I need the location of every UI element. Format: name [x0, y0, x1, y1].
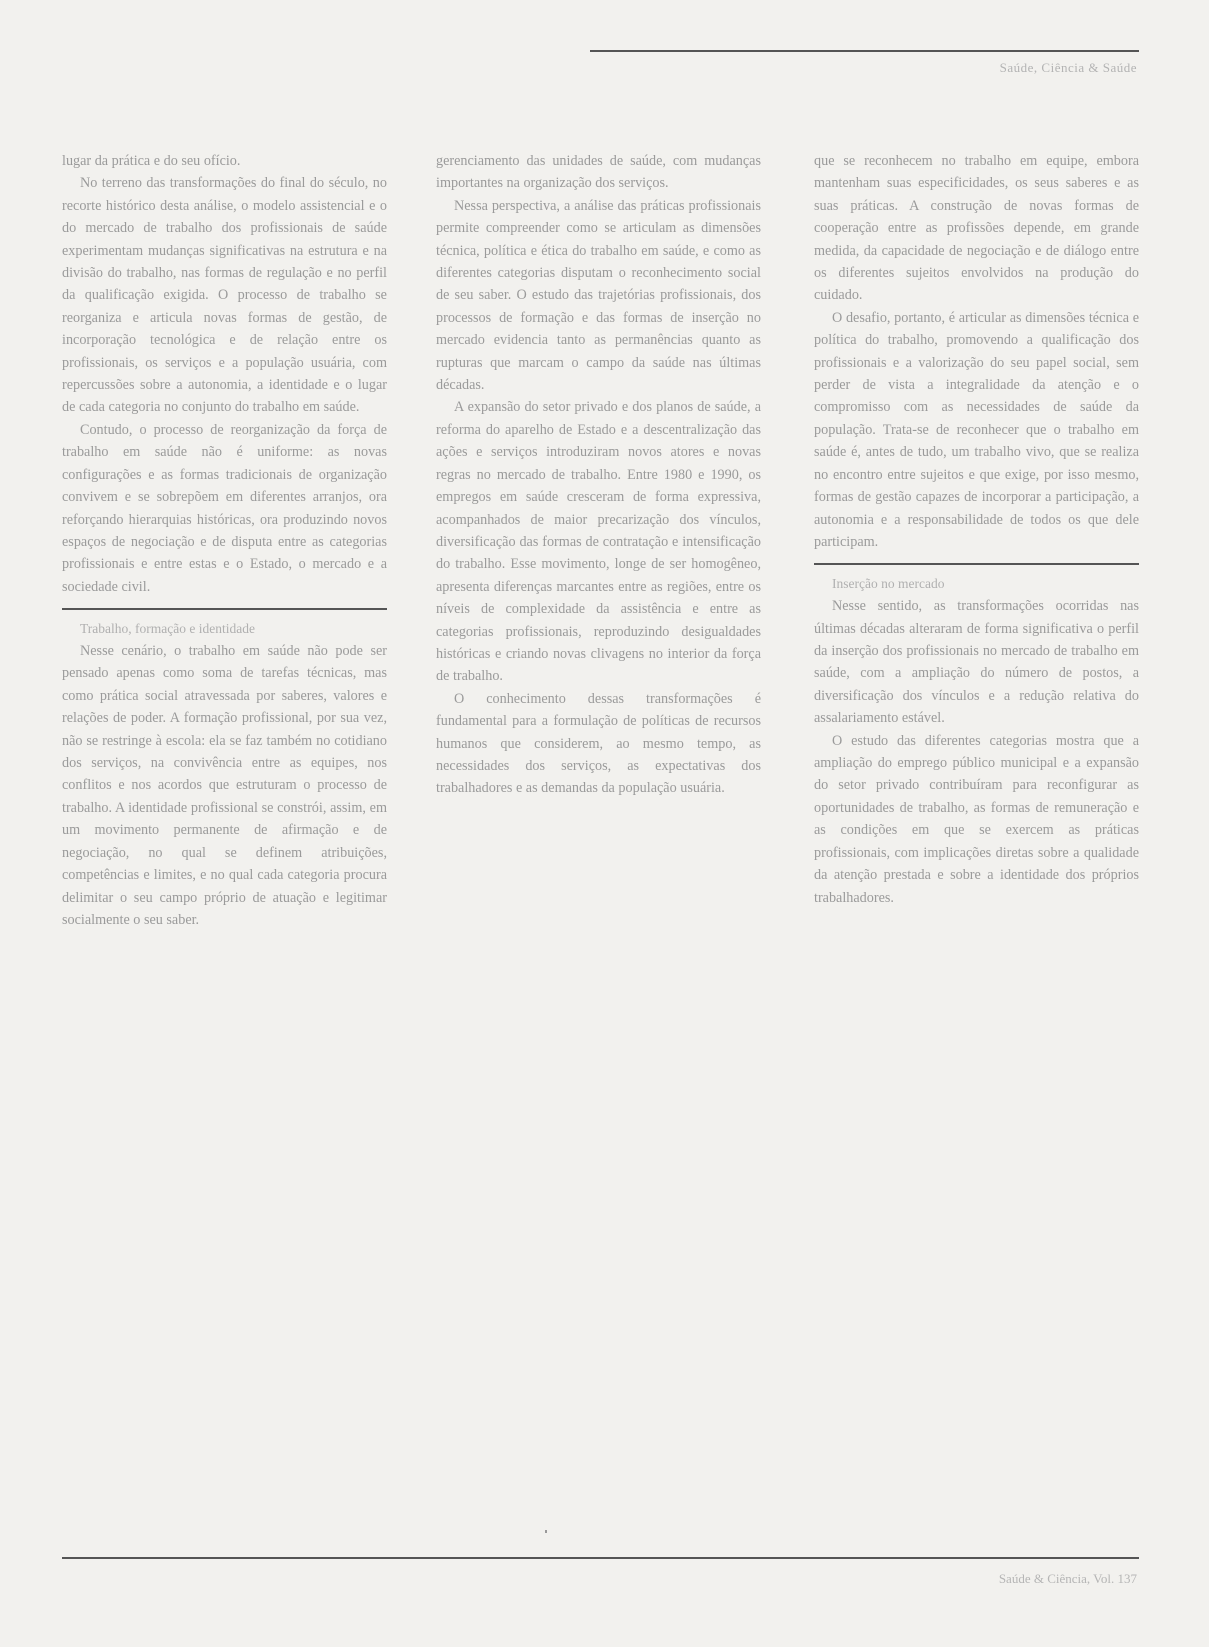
paragraph: O conhecimento dessas transformações é fundamental para a formulação de políticas de recursos humanos que considerem, ao mesmo tempo, as necessidades dos serviços, as expectativas dos trabalhadores e as demandas da população usuária. [436, 690, 761, 797]
section-heading: Inserção no mercado [832, 575, 945, 591]
paragraph: O desafio, portanto, é articular as dimensões técnica e política do trabalho, promovendo a qualificação dos profissionais e a valorização do seu papel social, sem perder de vista a integralidade da atenção e o compromisso com as necessidades de saúde da população. Trata-se de reconhecer que o trabalho em saúde é, antes de tudo, um trabalho vivo, que se realiza no encontro entre sujeitos e que exige, por isso mesmo, formas de gestão capazes de incorporar a participação, a autonomia e a responsabilidade de todos os que dele participam. [814, 309, 1139, 550]
text-column-2 [436, 150, 761, 800]
paragraph: gerenciamento das unidades de saúde, com mudanças importantes na organização dos serviços. [436, 153, 761, 192]
paragraph: que se reconhecem no trabalho em equipe, embora mantenham suas especificidades, os seus saberes e as suas práticas. A construção de novas formas de cooperação entre as profissões depende, em grande medida, da capacidade de negociação e de diálogo entre os diferentes sujeitos envolvidos na produção do cuidado. [814, 153, 1139, 304]
footer-rule [62, 1557, 1139, 1559]
paragraph: A expansão do setor privado e dos planos de saúde, a reforma do aparelho de Estado e a descentralização das ações e serviços introduziram novos atores e novas regras no mercado de trabalho. Entre 1980 e 1990, os empregos em saúde cresceram de forma expressiva, acompanhados de maior precarização dos vínculos, diversificação das formas de contratação e intensificação do trabalho. Esse movimento, longe de ser homogêneo, apresenta diferenças marcantes entre as regiões, entre os níveis de complexidade da assistência e entre as categorias profissionais, reproduzindo desigualdades históricas e criando novas clivagens no interior da força de trabalho. [436, 399, 761, 685]
text-column-1 [62, 150, 387, 931]
paragraph: Nesse sentido, as transformações ocorridas nas últimas décadas alteraram de forma significativa o perfil da inserção dos profissionais no mercado de trabalho em saúde, com a ampliação do número de postos, a diversificação dos vínculos e a redução relativa do assalariamento estável. [814, 598, 1139, 727]
paragraph: lugar da prática e do seu ofício. [62, 153, 241, 169]
paragraph: No terreno das transformações do final do século, no recorte histórico desta análise, o modelo assistencial e o do mercado de trabalho dos profissionais de saúde experimentam mudanças significativas na estrutura e na divisão do trabalho, nas formas de regulação e no perfil da qualificação exigida. O processo de trabalho se reorganiza e articula novas formas de gestão, de incorporação tecnológica e de relação entre os profissionais, os serviços e a população usuária, com repercussões sobre a autonomia, a identidade e o lugar de cada categoria no conjunto do trabalho em saúde. [62, 175, 387, 416]
page-folio: Saúde & Ciência, Vol. 137 [998, 1571, 1137, 1586]
text-column-3 [814, 150, 1139, 909]
section-heading: Trabalho, formação e identidade [80, 620, 255, 636]
section-rule [814, 563, 1139, 565]
paragraph: Nessa perspectiva, a análise das práticas profissionais permite compreender como se articulam as dimensões técnica, política e ética do trabalho em saúde, e como as diferentes categorias disputam o reconhecimento social de seu saber. O estudo das trajetórias profissionais, dos processos de formação e das formas de inserção no mercado evidencia tanto as permanências quanto as rupturas que marcam o campo da saúde nas últimas décadas. [436, 197, 761, 394]
section-rule [62, 608, 387, 610]
paragraph: O estudo das diferentes categorias mostra que a ampliação do emprego público municipal e a expansão do setor privado contribuíram para reconfigurar as oportunidades de trabalho, as formas de remuneração e as condições em que se exercem as práticas profissionais, com implicações diretas sobre a qualidade da atenção prestada e sobre a identidade dos próprios trabalhadores. [814, 732, 1139, 906]
paragraph: Contudo, o processo de reorganização da força de trabalho em saúde não é uniforme: as novas configurações e as formas tradicionais de organização convivem e se sobrepõem em diferentes arranjos, ora reforçando hierarquias históricas, ora produzindo novos espaços de negociação e de disputa entre as categorias profissionais e entre estas e o Estado, o mercado e a sociedade civil. [62, 421, 387, 595]
print-speck [545, 1530, 547, 1533]
running-head: Saúde, Ciência & Saúde [999, 60, 1137, 75]
header-rule [590, 50, 1139, 52]
paragraph: Nesse cenário, o trabalho em saúde não pode ser pensado apenas como soma de tarefas técnicas, mas como prática social atravessada por saberes, valores e relações de poder. A formação profissional, por sua vez, não se restringe à escola: ela se faz também no cotidiano dos serviços, na convivência entre as equipes, nos conflitos e nos acordos que estruturam o processo de trabalho. A identidade profissional se constrói, assim, em um movimento permanente de afirmação e de negociação, no qual se definem atribuições, competências e limites, e no qual cada categoria procura delimitar o seu campo próprio de atuação e legitimar socialmente o seu saber. [62, 643, 387, 928]
